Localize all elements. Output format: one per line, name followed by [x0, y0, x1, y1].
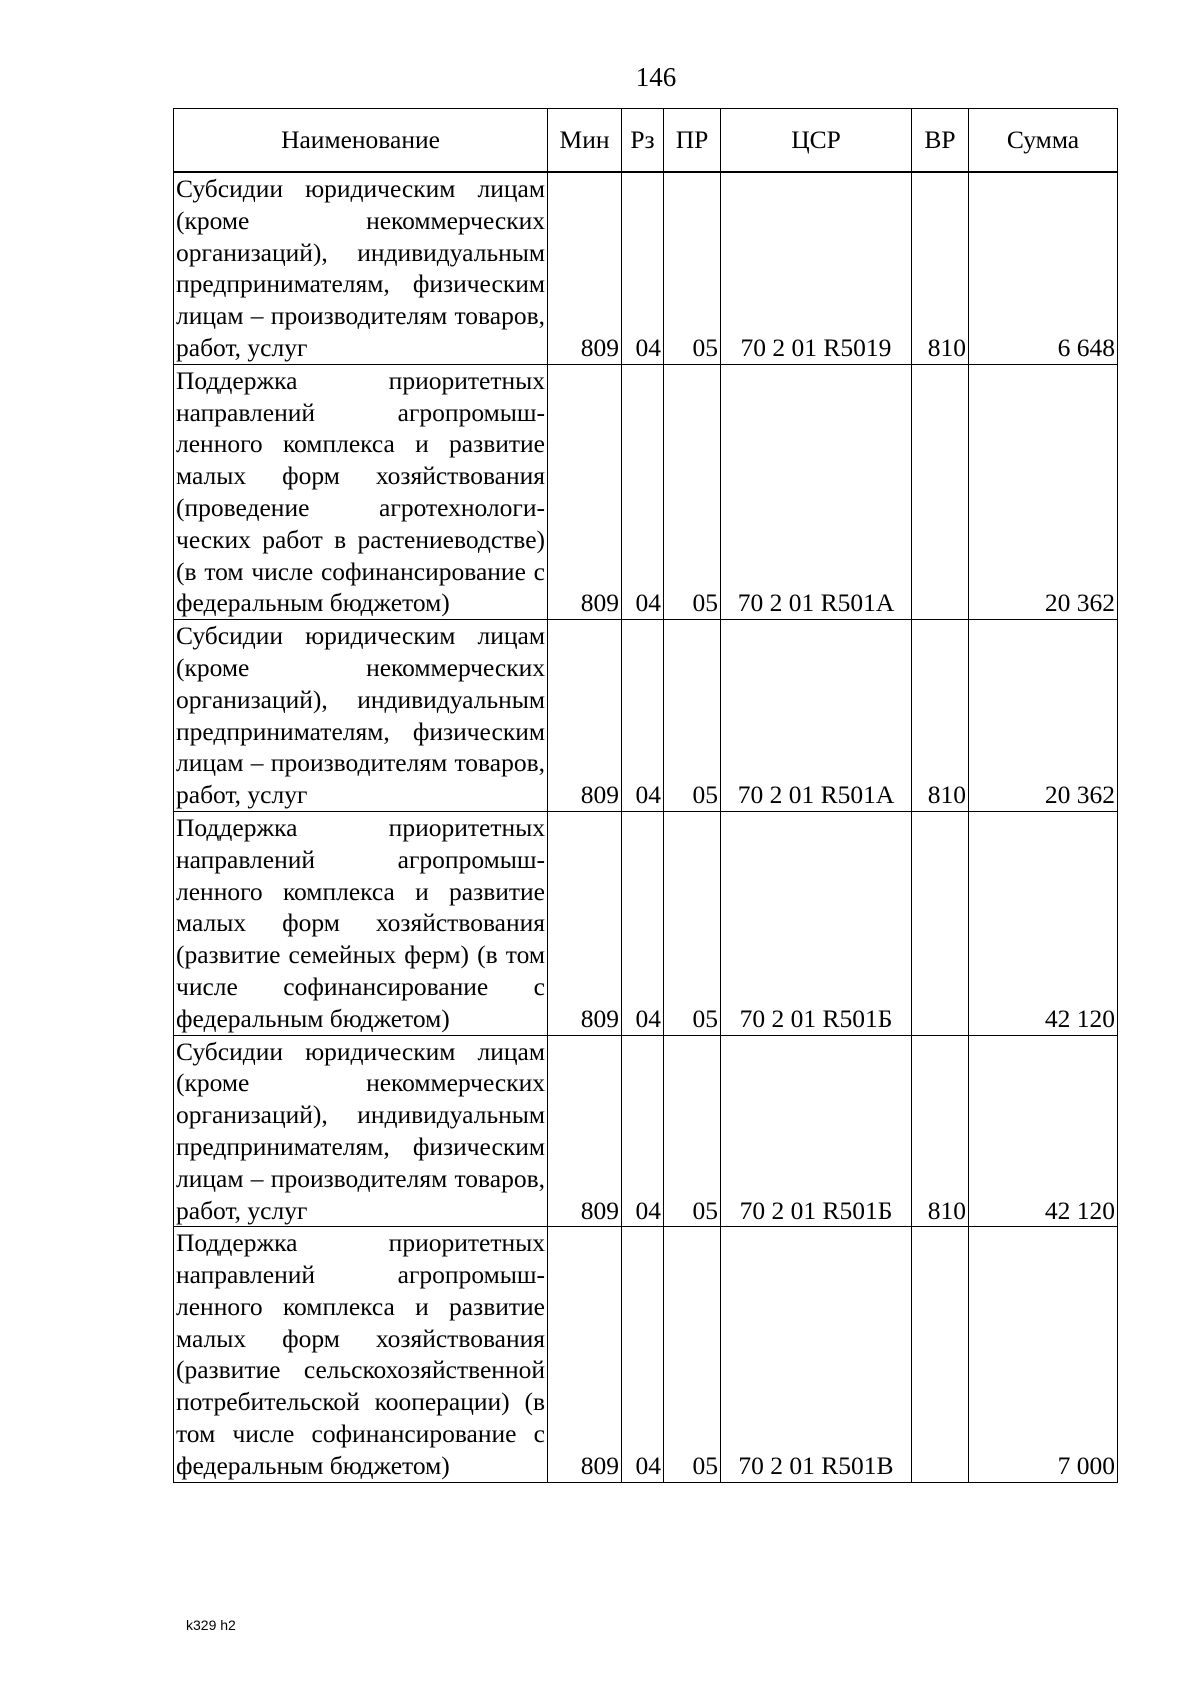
row-min: 809: [548, 811, 622, 1035]
row-name: Поддержка приоритетных направлений агропромышленного комплекса и развитие малых форм хозяйствования (развитие сельскохозяйственной потребительской кооперации) (в том числе софинансирование с федеральным бюджетом): [174, 1227, 548, 1482]
page-number: 146: [635, 62, 677, 92]
row-pr: 05: [664, 811, 721, 1035]
row-name: Поддержка приоритетных направлений агропромышленного комплекса и развитие малых форм хозяйствования (проведение агротехнологических работ в растениеводстве) (в том числе софинансирование с федеральным бюджетом): [174, 364, 548, 619]
header-name: Наименование: [174, 109, 548, 173]
row-sum: 20 362: [969, 364, 1118, 619]
row-sum: 20 362: [969, 620, 1118, 812]
row-rz: 04: [622, 1227, 664, 1482]
row-vr: [912, 1227, 969, 1482]
row-min: 809: [548, 172, 622, 364]
footer-document-code: k329 h2: [186, 1617, 236, 1633]
row-vr: 810: [912, 620, 969, 812]
header-vr: ВР: [912, 109, 969, 173]
row-name: Поддержка приоритетных направлений агропромышленного комплекса и развитие малых форм хозяйствования (развитие семейных ферм) (в том числе софинансирование с федеральным бюджетом): [174, 811, 548, 1035]
row-vr: [912, 364, 969, 619]
row-rz: 04: [622, 620, 664, 812]
table-row: [174, 620, 1118, 812]
header-rz: Рз: [622, 109, 664, 173]
row-pr: 05: [664, 620, 721, 812]
row-rz: 04: [622, 811, 664, 1035]
row-csr: 70 2 01 R501А: [721, 364, 912, 619]
header-csr: ЦСР: [721, 109, 912, 173]
row-rz: 04: [622, 172, 664, 364]
row-sum: 6 648: [969, 172, 1118, 364]
row-csr: 70 2 01 R501Б: [721, 811, 912, 1035]
row-min: 809: [548, 1035, 622, 1227]
row-csr: 70 2 01 R501А: [721, 620, 912, 812]
row-pr: 05: [664, 172, 721, 364]
header-min: Мин: [548, 109, 622, 173]
row-rz: 04: [622, 364, 664, 619]
row-vr: 810: [912, 1035, 969, 1227]
row-csr: 70 2 01 R501Б: [721, 1035, 912, 1227]
row-pr: 05: [664, 1227, 721, 1482]
row-min: 809: [548, 620, 622, 812]
row-sum: 42 120: [969, 1035, 1118, 1227]
row-name: Субсидии юридическим лицам (кроме некоммерческих организаций), индивидуальным предпринимателям, физическим лицам – производителям товаров, работ, услуг: [174, 1035, 548, 1227]
header-pr: ПР: [664, 109, 721, 173]
row-sum: 7 000: [969, 1227, 1118, 1482]
budget-table: [173, 108, 1118, 1483]
row-csr: 70 2 01 R501В: [721, 1227, 912, 1482]
table-row: [174, 364, 1118, 619]
row-name: Субсидии юридическим лицам (кроме некоммерческих организаций), индивидуальным предпринимателям, физическим лицам – производителям товаров, работ, услуг: [174, 620, 548, 812]
row-vr: 810: [912, 172, 969, 364]
row-csr: 70 2 01 R5019: [721, 172, 912, 364]
table-row: [174, 811, 1118, 1035]
row-rz: 04: [622, 1035, 664, 1227]
table-row: [174, 1227, 1118, 1482]
row-pr: 05: [664, 1035, 721, 1227]
row-pr: 05: [664, 364, 721, 619]
row-name: Субсидии юридическим лицам (кроме некоммерческих организаций), индивидуальным предпринимателям, физическим лицам – производителям товаров, работ, услуг: [174, 172, 548, 364]
row-min: 809: [548, 364, 622, 619]
table-row: [174, 172, 1118, 364]
row-vr: [912, 811, 969, 1035]
row-min: 809: [548, 1227, 622, 1482]
header-sum: Сумма: [969, 109, 1118, 173]
row-sum: 42 120: [969, 811, 1118, 1035]
table-row: [174, 1035, 1118, 1227]
table-header-row: [174, 109, 1118, 173]
